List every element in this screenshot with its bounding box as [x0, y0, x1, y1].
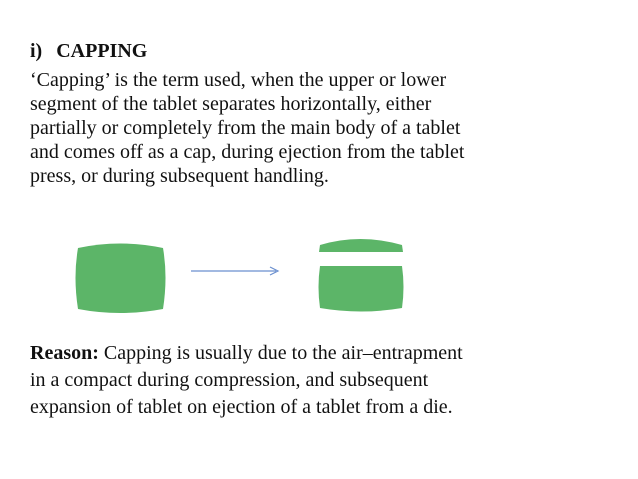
reason-line: in a compact during compression, and subsequent — [30, 369, 429, 391]
definition-line: partially or completely from the main body of a tablet — [30, 117, 461, 139]
definition-line: and comes off as a cap, during ejection from the tablet — [30, 141, 465, 163]
capping-illustration — [0, 225, 638, 325]
reason-text: Capping is usually due to the air–entrapment — [98, 342, 463, 364]
definition-paragraph — [30, 68, 620, 188]
intact-tablet-shape — [76, 244, 166, 314]
definition-line: ‘Capping’ is the term used, when the upper or lower — [30, 69, 447, 91]
tablet-body-shape — [319, 266, 404, 312]
section-number: i) — [30, 40, 43, 62]
section-title: CAPPING — [56, 40, 148, 62]
reason-line — [30, 340, 620, 367]
section-heading — [30, 40, 147, 63]
tablet-cap-shape — [319, 239, 403, 252]
reason-label: Reason: — [30, 342, 99, 364]
reason-line: expansion of tablet on ejection of a tablet from a die. — [30, 396, 453, 418]
definition-line: press, or during subsequent handling. — [30, 165, 329, 187]
reason-paragraph — [30, 340, 620, 421]
definition-line: segment of the tablet separates horizontally, either — [30, 93, 432, 115]
